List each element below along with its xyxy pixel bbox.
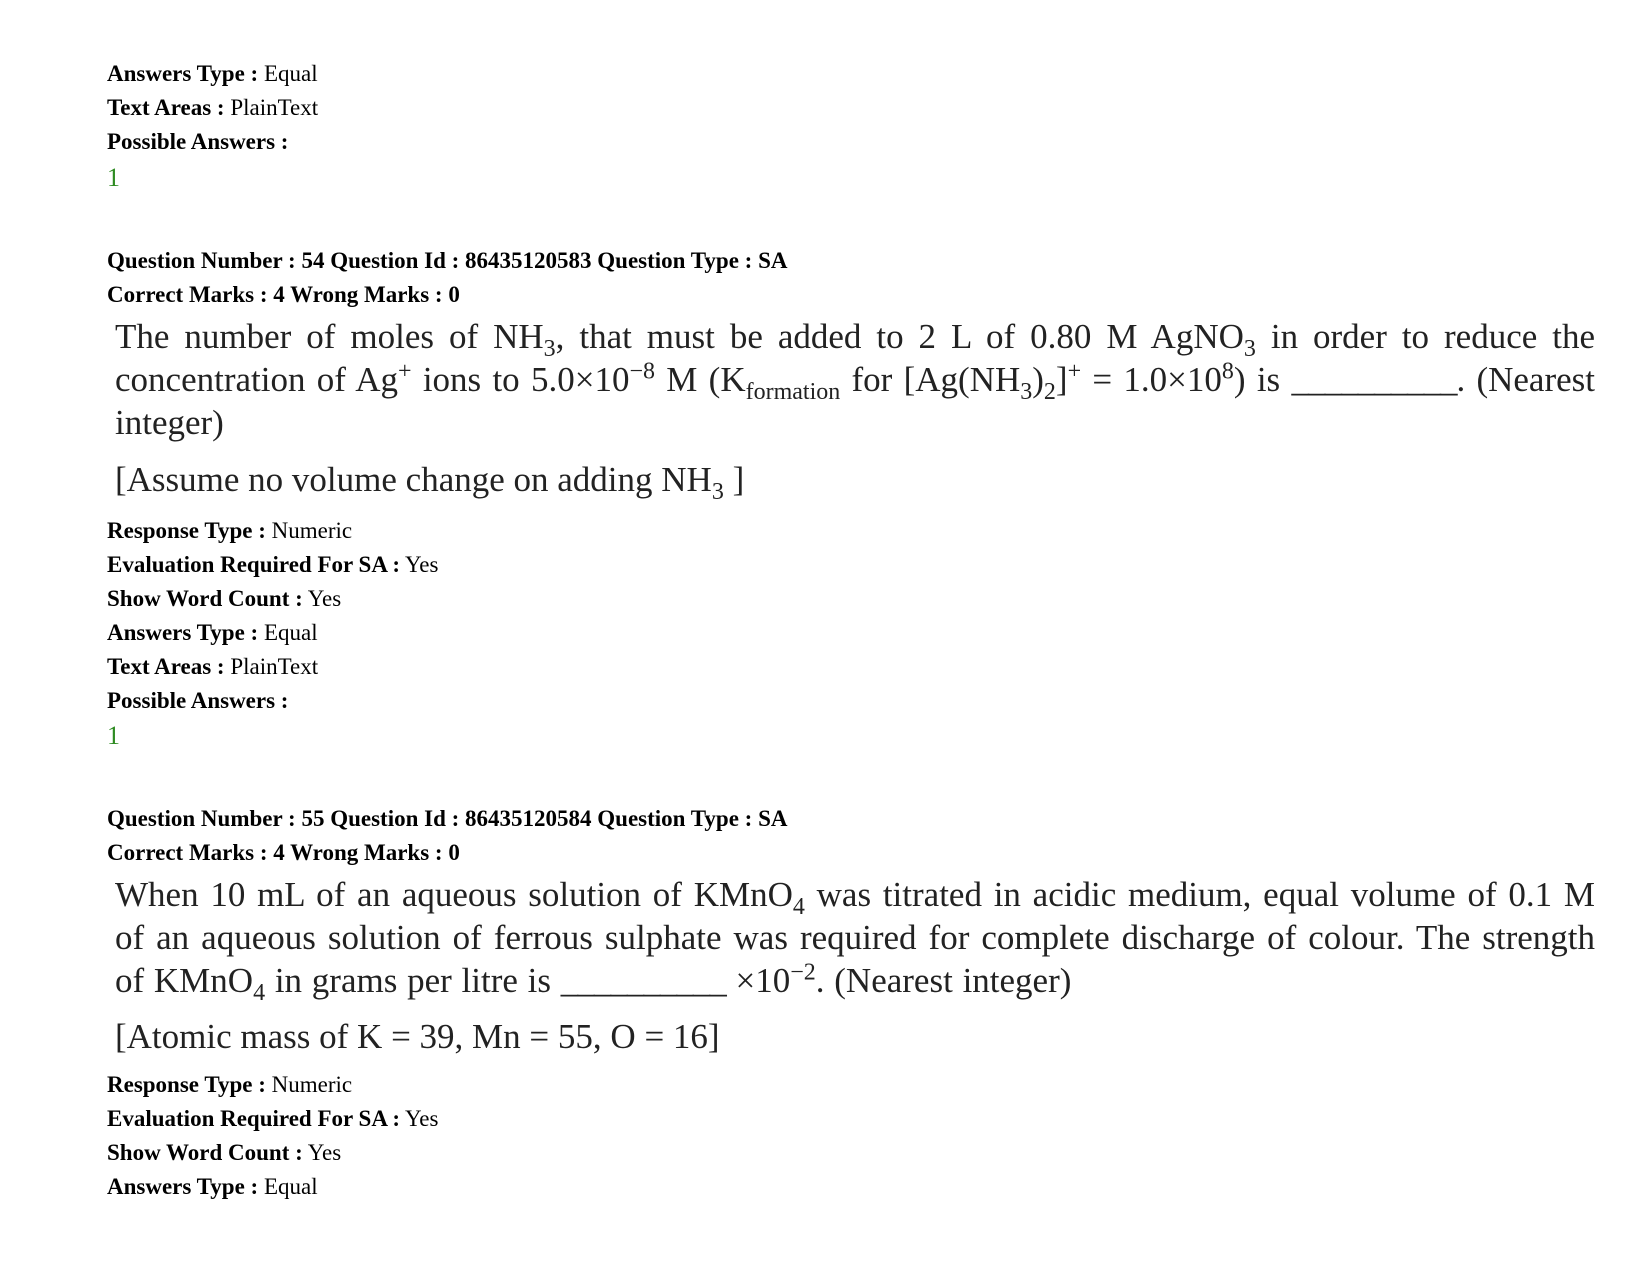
q54-header: Question Number : 54 Question Id : 86435120583 Question Type : SA — [107, 248, 788, 273]
q55-show-word-count: Show Word Count : Yes — [107, 1140, 342, 1165]
prev-possible-answers-label: Possible Answers : — [107, 129, 289, 154]
prev-answers-type: Answers Type : Equal — [107, 61, 318, 86]
q54-question-text: The number of moles of $NH_3$, that must be added to 2 L of 0.80 M AgNO$_3$ in order to reduce the concentration of Ag+ ions to $5.0\times 10^{-8}$ M ($K_{formation}$ for $[Ag(NH_3)_2]^+ = 1.0\times 10^8$) is __________. (Nearest integer) — [115, 317, 1596, 442]
q55-answers-type: Answers Type : Equal — [107, 1174, 318, 1199]
q54-note: [Assume no volume change on adding $NH_3$ ] — [115, 460, 745, 505]
q54-answers-type: Answers Type : Equal — [107, 620, 318, 645]
q54-response-type: Response Type : Numeric — [107, 518, 353, 543]
q55-marks: Correct Marks : 4 Wrong Marks : 0 — [107, 840, 460, 865]
q54-answer-blank: __________ — [1291, 360, 1457, 399]
prev-text-areas: Text Areas : PlainText — [107, 95, 319, 120]
q54-possible-answer-value: 1 — [107, 721, 120, 750]
q55-question-text: When 10 mL of an aqueous solution of KMnO$_4$ was titrated in acidic medium, equal volume of 0.1 M of an aqueous solution of ferrous sulphate was required for complete discharge of colour. The strength of KMnO$_4$ in grams per litre is __________ $\times 10^{-2}$. (Nearest integer) — [115, 875, 1595, 1006]
q54-marks: Correct Marks : 4 Wrong Marks : 0 — [107, 282, 460, 307]
q54-evaluation-required: Evaluation Required For SA : Yes — [107, 552, 439, 577]
q54-text-areas: Text Areas : PlainText — [107, 654, 319, 679]
prev-possible-answer-value: 1 — [107, 163, 120, 192]
q55-answer-blank: __________ — [560, 961, 726, 1000]
q55-note: [Atomic mass of K = 39, Mn = 55, O = 16] — [115, 1017, 720, 1056]
q55-header: Question Number : 55 Question Id : 86435120584 Question Type : SA — [107, 806, 788, 831]
q54-possible-answers-label: Possible Answers : — [107, 688, 289, 713]
q55-evaluation-required: Evaluation Required For SA : Yes — [107, 1106, 439, 1131]
q54-show-word-count: Show Word Count : Yes — [107, 586, 342, 611]
q55-response-type: Response Type : Numeric — [107, 1072, 353, 1097]
